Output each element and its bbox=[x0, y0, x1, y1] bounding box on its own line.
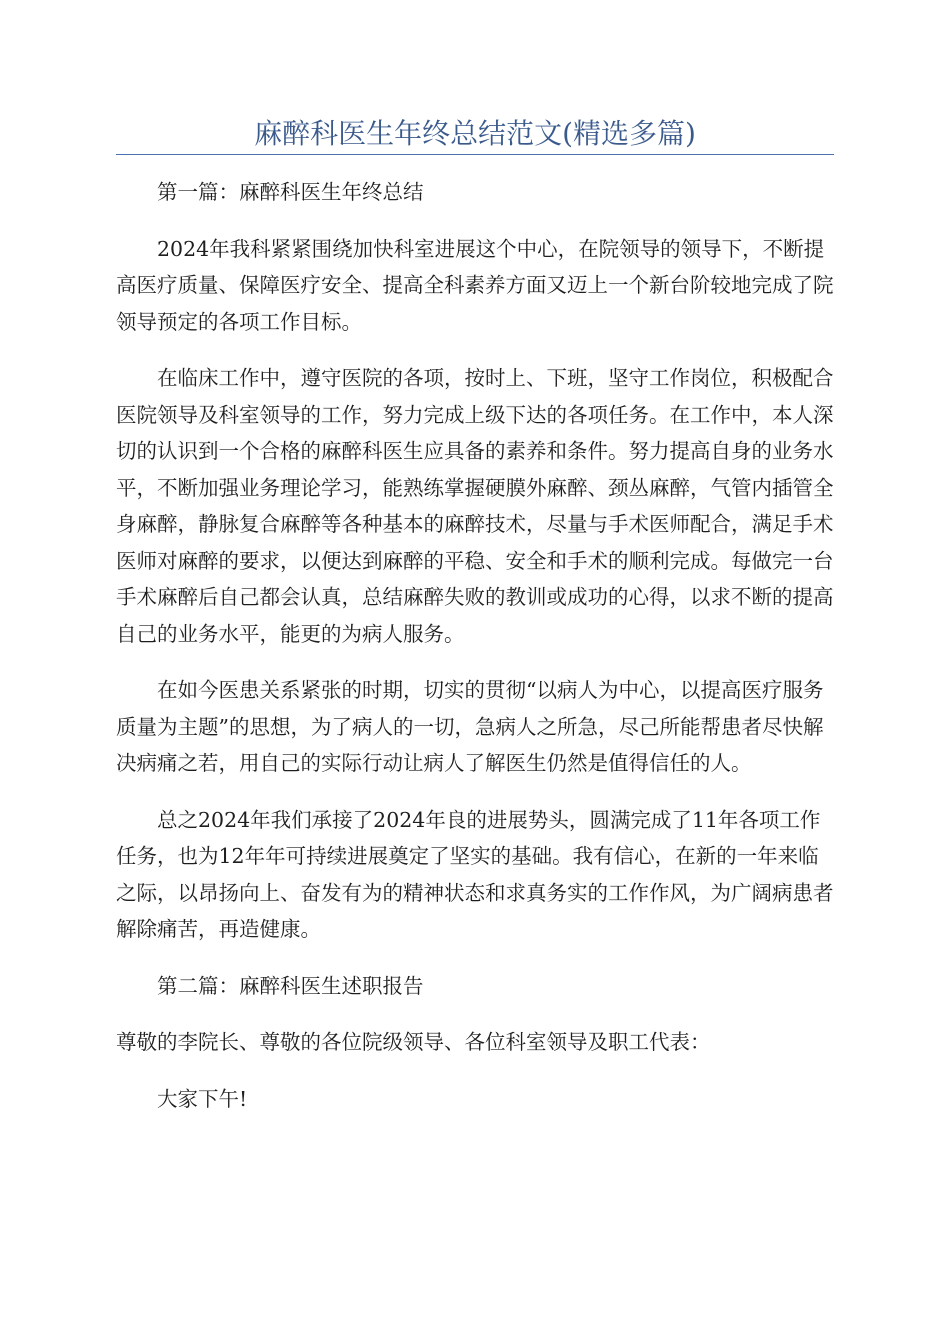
section-heading-2: 第二篇：麻醉科医生述职报告 bbox=[157, 973, 424, 998]
document-title: 麻醉科医生年终总结范文(精选多篇) bbox=[254, 117, 696, 150]
title-underline bbox=[116, 154, 834, 155]
paragraph: 2024年我科紧紧围绕加快科室进展这个中心，在院领导的领导下，不断提高医疗质量、保障医疗安全、提高全科素养方面又迈上一个新台阶较地完成了院领导预定的各项工作目标。 bbox=[116, 236, 834, 334]
document-body bbox=[116, 174, 834, 1117]
section-heading-1: 第一篇：麻醉科医生年终总结 bbox=[157, 180, 424, 204]
paragraph: 总之2024年我们承接了2024年良的进展势头，圆满完成了11年各项工作任务，也为12年年可持续进展奠定了坚实的基础。我有信心，在新的一年来临之际，以昂扬向上、奋发有为的精神状态和求真务实的工作作风，为广阔病患者解除痛苦，再造健康。 bbox=[116, 807, 834, 941]
paragraph: 在临床工作中，遵守医院的各项，按时上、下班，坚守工作岗位，积极配合医院领导及科室领导的工作，努力完成上级下达的各项任务。在工作中，本人深切的认识到一个合格的麻醉科医生应具备的素养和条件。努力提高自身的业务水平，不断加强业务理论学习，能熟练掌握硬膜外麻醉、颈丛麻醉，气管内插管全身麻醉，静脉复合麻醉等各种基本的麻醉技术，尽量与手术医师配合，满足手术医师对麻醉的要求，以便达到麻醉的平稳、安全和手术的顺利完成。每做完一台手术麻醉后自己都会认真，总结麻醉失败的教训或成功的心得，以求不断的提高自己的业务水平，能更的为病人服务。 bbox=[116, 366, 834, 646]
greeting: 大家下午! bbox=[157, 1086, 248, 1111]
paragraph: 在如今医患关系紧张的时期，切实的贯彻“以病人为中心，以提高医疗服务质量为主题”的思想，为了病人的一切，急病人之所急，尽己所能帮患者尽快解决病痛之若，用自己的实际行动让病人了解医生仍然是值得信任的人。 bbox=[116, 678, 824, 775]
salutation: 尊敬的李院长、尊敬的各位院级领导、各位科室领导及职工代表： bbox=[116, 1030, 711, 1054]
